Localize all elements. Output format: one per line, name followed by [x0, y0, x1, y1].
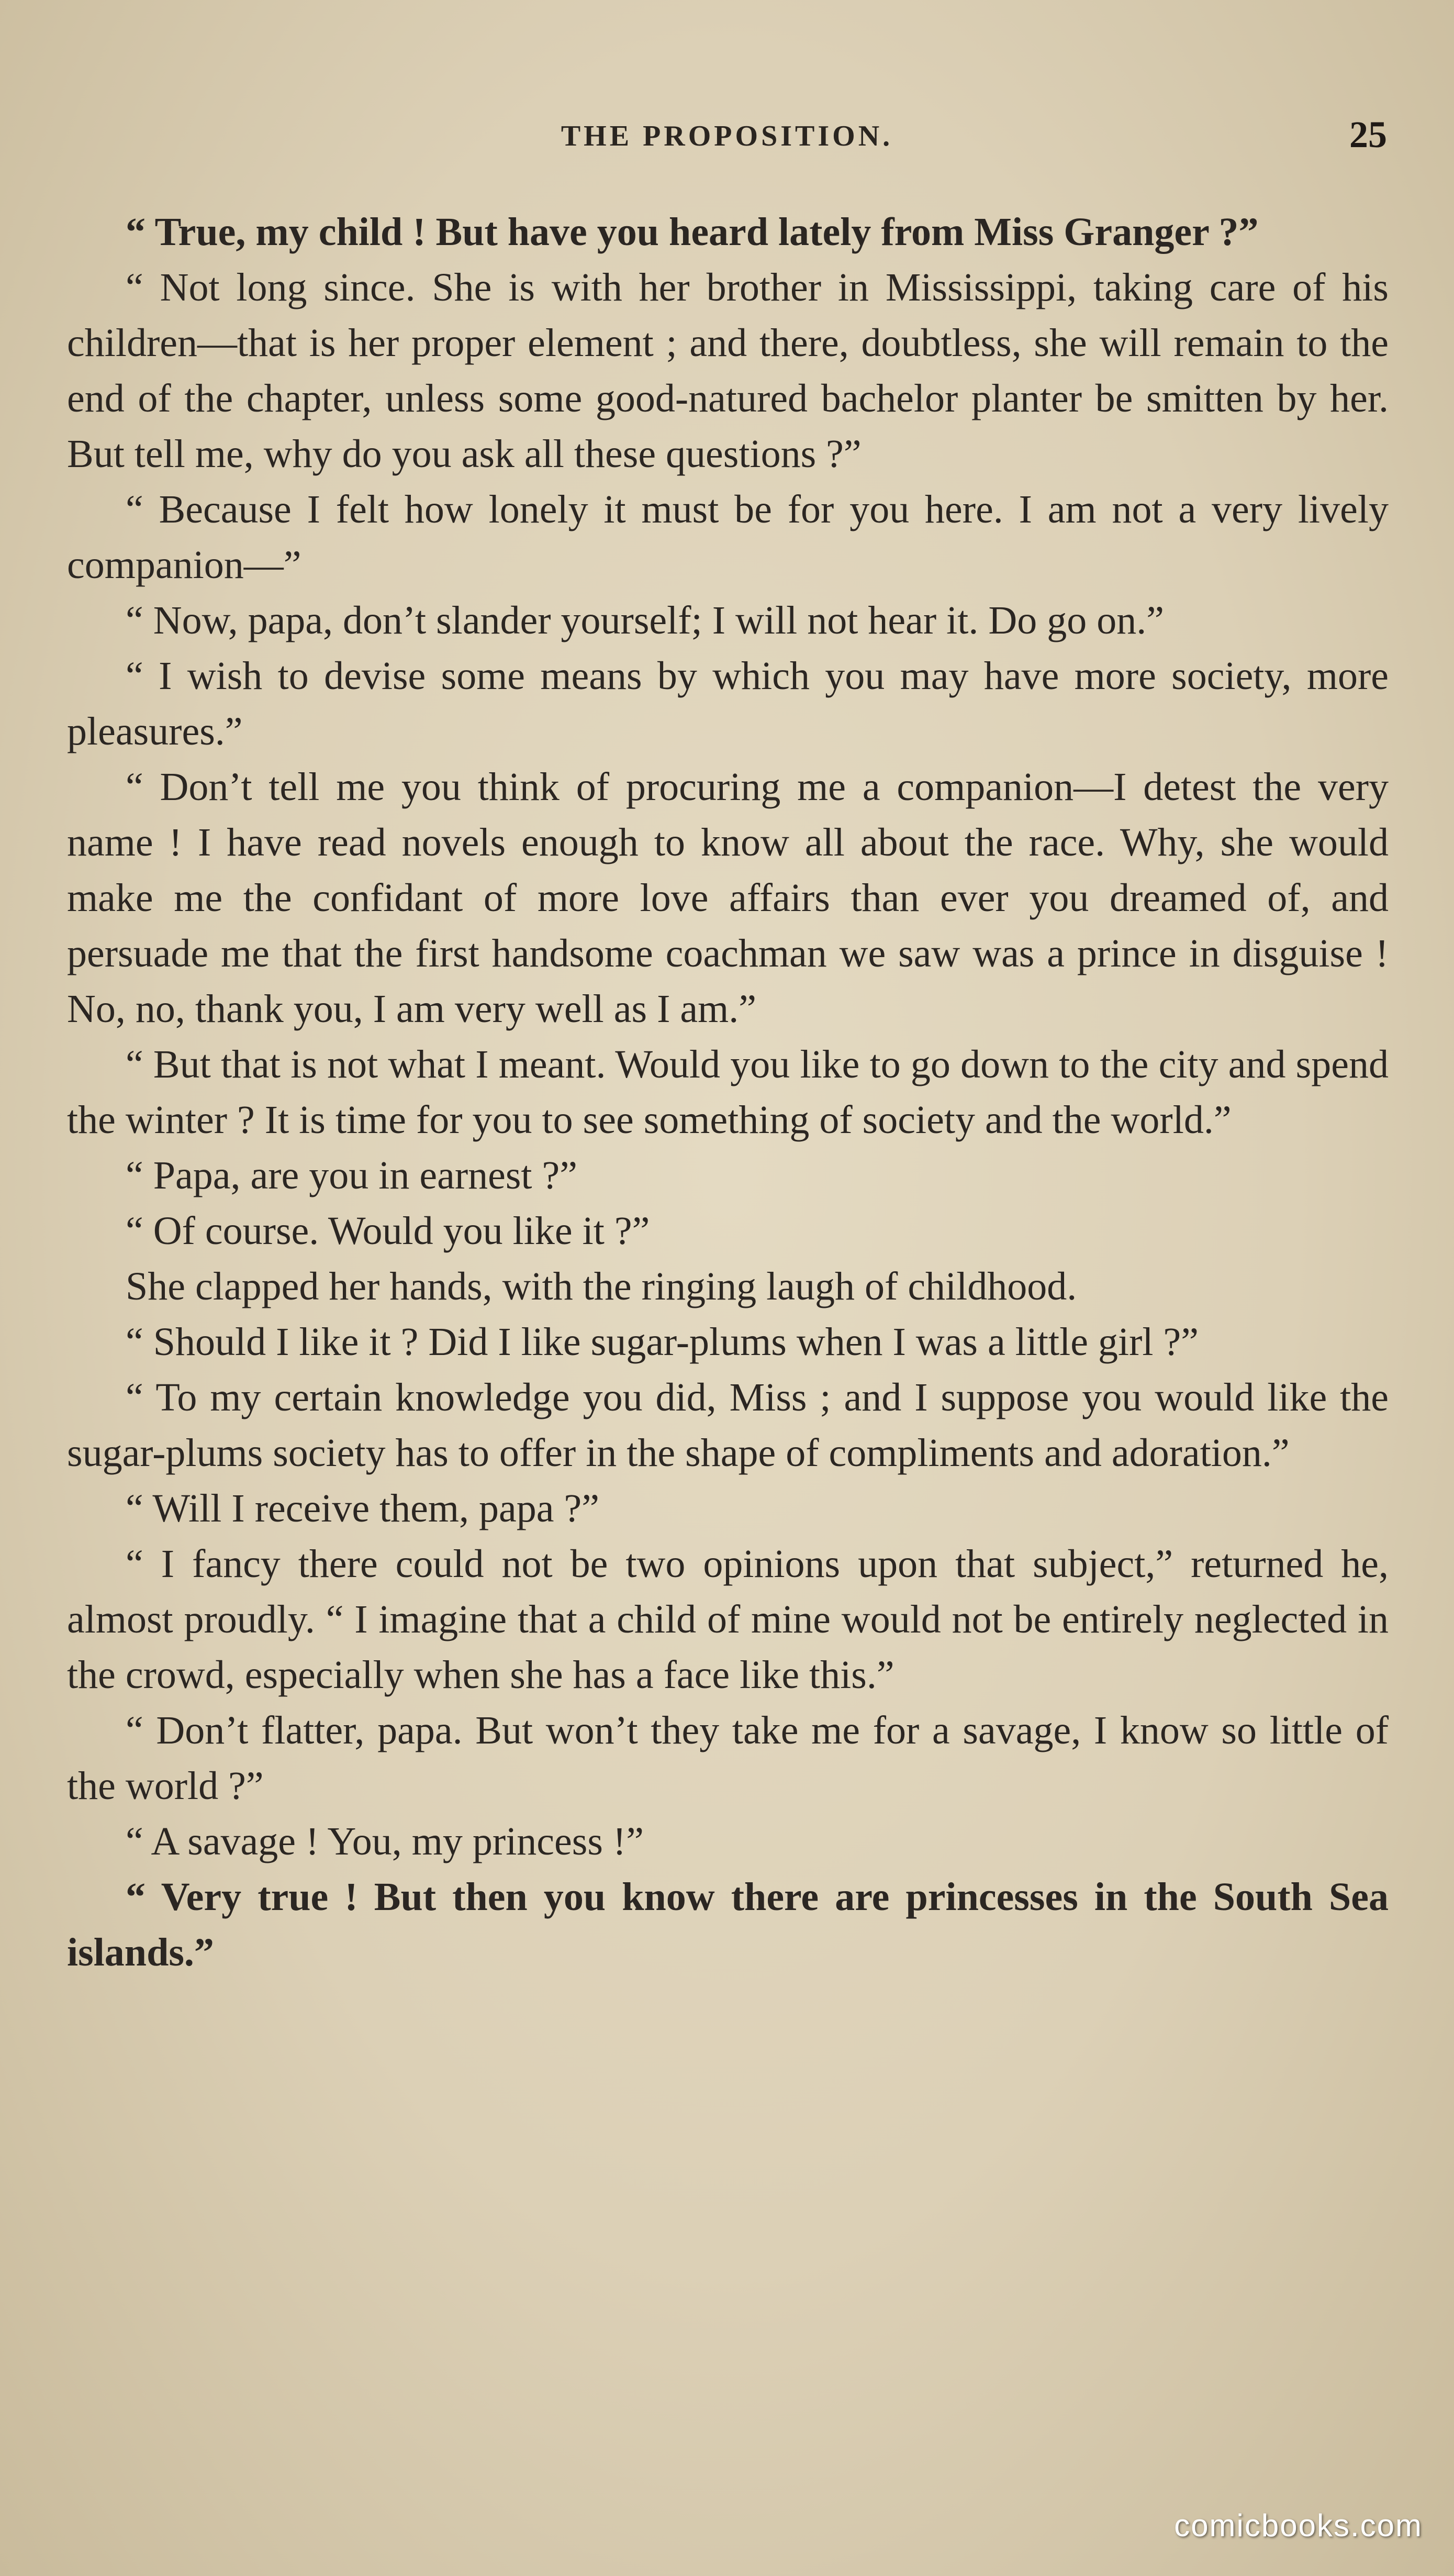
paragraph: “ Don’t tell me you think of procuring me a companion—I detest the very name ! I have read novels enough to know all about the race. Why, she would make me the confidant of more love affairs than ever you dreamed of, and persuade me that the first handsome coachman we saw was a prince in disguise ! No, no, thank you, I am very well as I am.” [67, 765, 1389, 1031]
paragraph: She clapped her hands, with the ringing laugh of childhood. [126, 1264, 1077, 1308]
paragraph: “ Because I felt how lonely it must be for you here. I am not a very lively companion—” [67, 487, 1389, 587]
paragraph: “ I wish to devise some means by which you may have more society, more pleasures.” [67, 654, 1389, 753]
paragraph: “ Should I like it ? Did I like sugar-plums when I was a little girl ?” [126, 1320, 1199, 1364]
paragraph: “ Will I receive them, papa ?” [126, 1486, 599, 1530]
paragraph: “ Very true ! But then you know there are princesses in the South Sea islands.” [67, 1875, 1389, 1974]
paragraph: “ Papa, are you in earnest ?” [126, 1153, 578, 1197]
body-text [67, 204, 1389, 1980]
paragraph: “ But that is not what I meant. Would you like to go down to the city and spend the winter ? It is time for you to see something of society and the world.” [67, 1042, 1389, 1142]
paragraph: “ True, my child ! But have you heard lately from Miss Granger ?” [126, 210, 1259, 254]
page-number: 25 [1349, 114, 1387, 156]
paragraph: “ Of course. Would you like it ?” [126, 1209, 650, 1253]
paragraph: “ Don’t flatter, papa. But won’t they take me for a savage, I know so little of the world ?” [67, 1708, 1389, 1808]
paragraph: “ I fancy there could not be two opinions upon that subject,” returned he, almost proudly. “ I imagine that a child of mine would not be entirely neglected in the crowd, especially when she has a face like this.” [67, 1542, 1389, 1697]
paragraph: “ Now, papa, don’t slander yourself; I will not hear it. Do go on.” [126, 598, 1164, 642]
page-header [0, 114, 1454, 172]
paragraph: “ To my certain knowledge you did, Miss ; and I suppose you would like the sugar-plums society has to offer in the shape of compliments and adoration.” [67, 1375, 1389, 1475]
paragraph: “ Not long since. She is with her brother in Mississippi, taking care of his children—that is her proper element ; and there, doubtless, she will remain to the end of the chapter, unless some good-natured bachelor planter be smitten by her. But tell me, why do you ask all these questions ?” [67, 265, 1389, 476]
running-head: THE PROPOSITION. [561, 120, 893, 152]
watermark: comicbooks.com [1174, 2508, 1423, 2543]
paragraph: “ A savage ! You, my princess !” [126, 1819, 644, 1863]
